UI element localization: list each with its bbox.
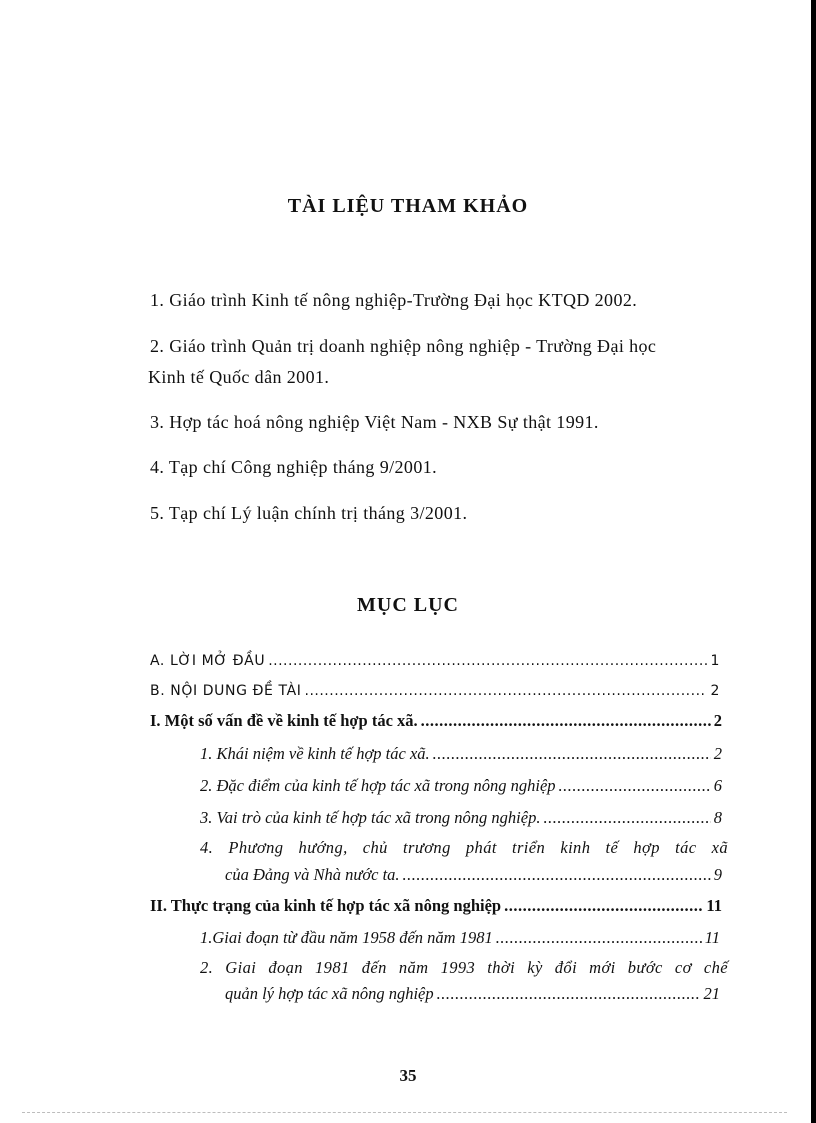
toc-entry-a (150, 653, 720, 669)
page-number: 35 (399, 1066, 417, 1085)
toc-entry-1-3 (200, 808, 722, 828)
toc-leader (504, 896, 703, 916)
toc-entry-page: 2 (713, 711, 722, 730)
toc-entry-page: 8 (713, 808, 722, 827)
toc-entry-page: 9 (713, 865, 722, 884)
toc-entry-label: của Đảng và Nhà nước ta. (225, 865, 400, 884)
toc-entry-section-2 (150, 896, 722, 916)
toc-entry-2-2: 2. Giai đoạn 1981 đến năm 1993 thời kỳ đổi mới bước cơ chế (200, 958, 728, 977)
footer-divider (22, 1112, 787, 1113)
toc-entry-1-2 (200, 776, 722, 796)
toc-leader (559, 776, 711, 796)
toc-entry-label: 2. Đặc điểm của kinh tế hợp tác xã trong nông nghiệp (200, 776, 556, 795)
toc-leader (496, 928, 702, 948)
toc-entry-page: 21 (703, 984, 720, 1003)
toc-entry-page: 6 (713, 776, 722, 795)
toc-leader (543, 808, 710, 828)
toc-entry-label: 3. Vai trò của kinh tế hợp tác xã trong nông nghiệp. (200, 808, 541, 827)
toc-entry-label: II. Thực trạng của kinh tế hợp tác xã nông nghiệp (150, 896, 502, 915)
reference-item-1: 1. Giáo trình Kinh tế nông nghiệp-Trường Đại học KTQD 2002. (150, 290, 638, 310)
toc-entry-page: 1 (710, 653, 720, 669)
toc-leader (437, 984, 701, 1004)
toc-entry-page: 2 (713, 744, 722, 763)
toc-entry-1-4-continued (225, 865, 722, 885)
toc-entry-label: B. NỘI DUNG ĐỀ TÀI (150, 683, 302, 699)
reference-item-3: 3. Hợp tác hoá nông nghiệp Việt Nam - NXB Sự thật 1991. (150, 412, 599, 432)
page-edge-bar (811, 0, 816, 1123)
toc-entry-section-1 (150, 711, 722, 731)
toc-entry-label: 1.Giai đoạn từ đầu năm 1958 đến năm 1981 (200, 928, 493, 947)
toc-leader (433, 744, 711, 764)
toc-entry-1-1 (200, 744, 722, 764)
reference-item-2-continued: Kinh tế Quốc dân 2001. (148, 367, 330, 387)
toc-entry-label: quản lý hợp tác xã nông nghiệp (225, 984, 434, 1003)
toc-title: MỤC LỤC (357, 594, 459, 616)
toc-leader (421, 711, 711, 731)
toc-entry-page: 11 (706, 896, 722, 915)
toc-entry-1-4: 4. Phương hướng, chủ trương phát triển kinh tế hợp tác xã (200, 838, 728, 857)
toc-leader (403, 865, 711, 885)
toc-entry-label: A. LỜI MỞ ĐẦU (150, 653, 266, 669)
toc-entry-label: 1. Khái niệm về kinh tế hợp tác xã. (200, 744, 430, 763)
toc-entry-b (150, 683, 720, 699)
toc-entry-2-1 (200, 928, 720, 948)
toc-entry-page: 11 (704, 928, 720, 947)
toc-leader (305, 683, 708, 699)
toc-leader (268, 653, 707, 669)
toc-entry-page: 2 (710, 683, 720, 699)
reference-item-4: 4. Tạp chí Công nghiệp tháng 9/2001. (150, 457, 438, 477)
reference-item-2: 2. Giáo trình Quản trị doanh nghiệp nông nghiệp - Trường Đại học (150, 336, 657, 356)
reference-item-5: 5. Tạp chí Lý luận chính trị tháng 3/2001. (150, 503, 468, 523)
toc-entry-2-2-continued (225, 984, 720, 1004)
references-title: TÀI LIỆU THAM KHẢO (287, 195, 529, 217)
toc-entry-label: I. Một số vấn đề về kinh tế hợp tác xã. (150, 711, 418, 730)
